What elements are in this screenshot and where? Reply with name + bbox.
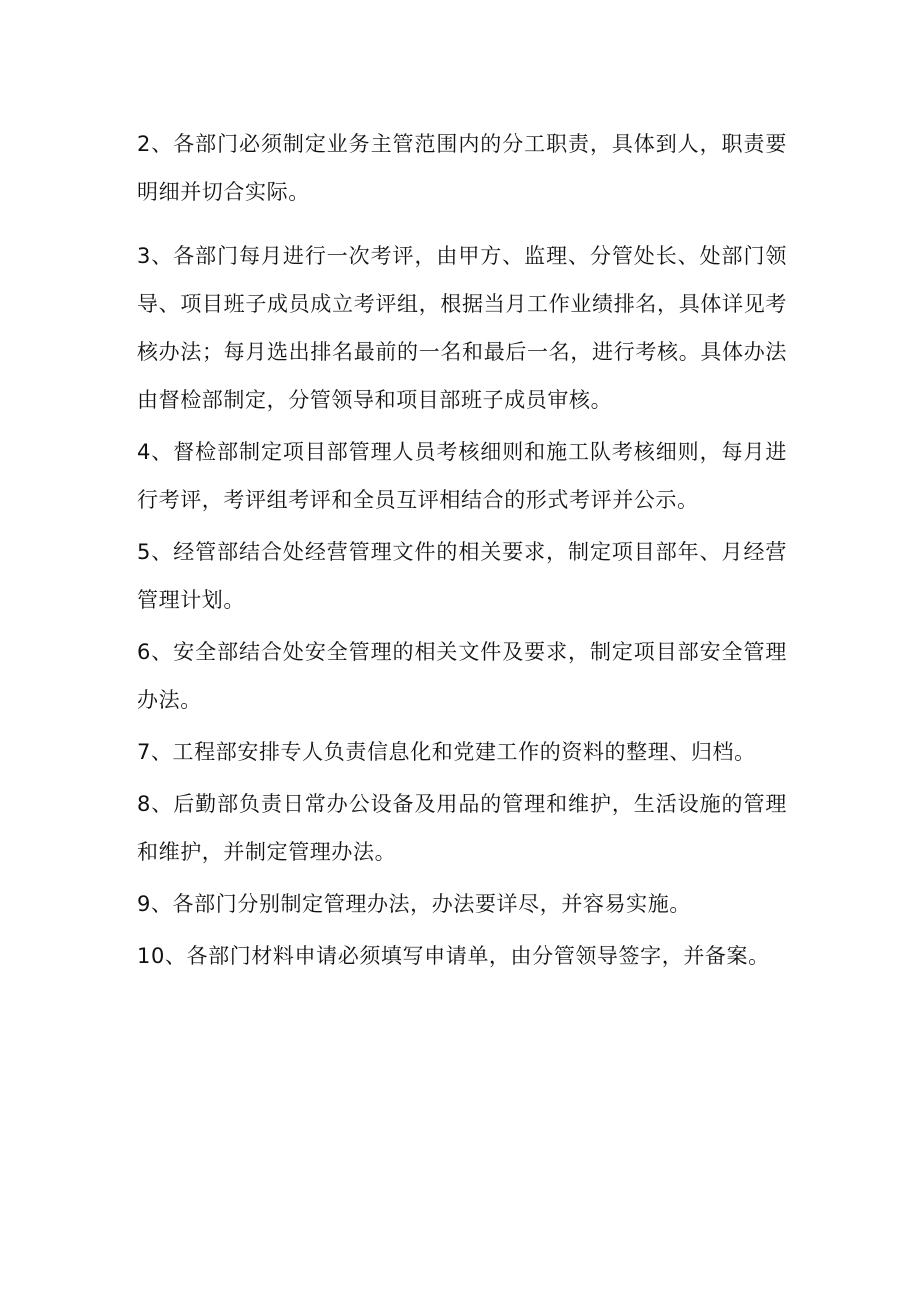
paragraph-item-6: 6、安全部结合处安全管理的相关文件及要求，制定项目部安全管理办法。 — [137, 640, 787, 712]
document-body — [137, 120, 787, 984]
paragraph-item-7: 7、工程部安排专人负责信息化和党建工作的资料的整理、归档。 — [137, 740, 756, 764]
paragraph-item-5: 5、经管部结合处经营管理文件的相关要求，制定项目部年、月经营管理计划。 — [137, 540, 787, 612]
paragraph-item-2: 2、各部门必须制定业务主管范围内的分工职责，具体到人，职责要明细并切合实际。 — [137, 132, 787, 204]
paragraph-item-9: 9、各部门分别制定管理办法，办法要详尽，并容易实施。 — [137, 892, 691, 916]
paragraph-item-4: 4、督检部制定项目部管理人员考核细则和施工队考核细则，每月进行考评，考评组考评和全员互评相结合的形式考评并公示。 — [137, 440, 787, 512]
paragraph-item-10: 10、各部门材料申请必须填写申请单，由分管领导签字，并备案。 — [137, 944, 770, 968]
paragraph-item-3: 3、各部门每月进行一次考评，由甲方、监理、分管处长、处部门领导、项目班子成员成立考评组，根据当月工作业绩排名，具体详见考核办法；每月选出排名最前的一名和最后一名，进行考核。具体办法由督检部制定，分管领导和项目部班子成员审核。 — [137, 244, 787, 412]
paragraph-item-8: 8、后勤部负责日常办公设备及用品的管理和维护，生活设施的管理和维护，并制定管理办法。 — [137, 792, 787, 864]
